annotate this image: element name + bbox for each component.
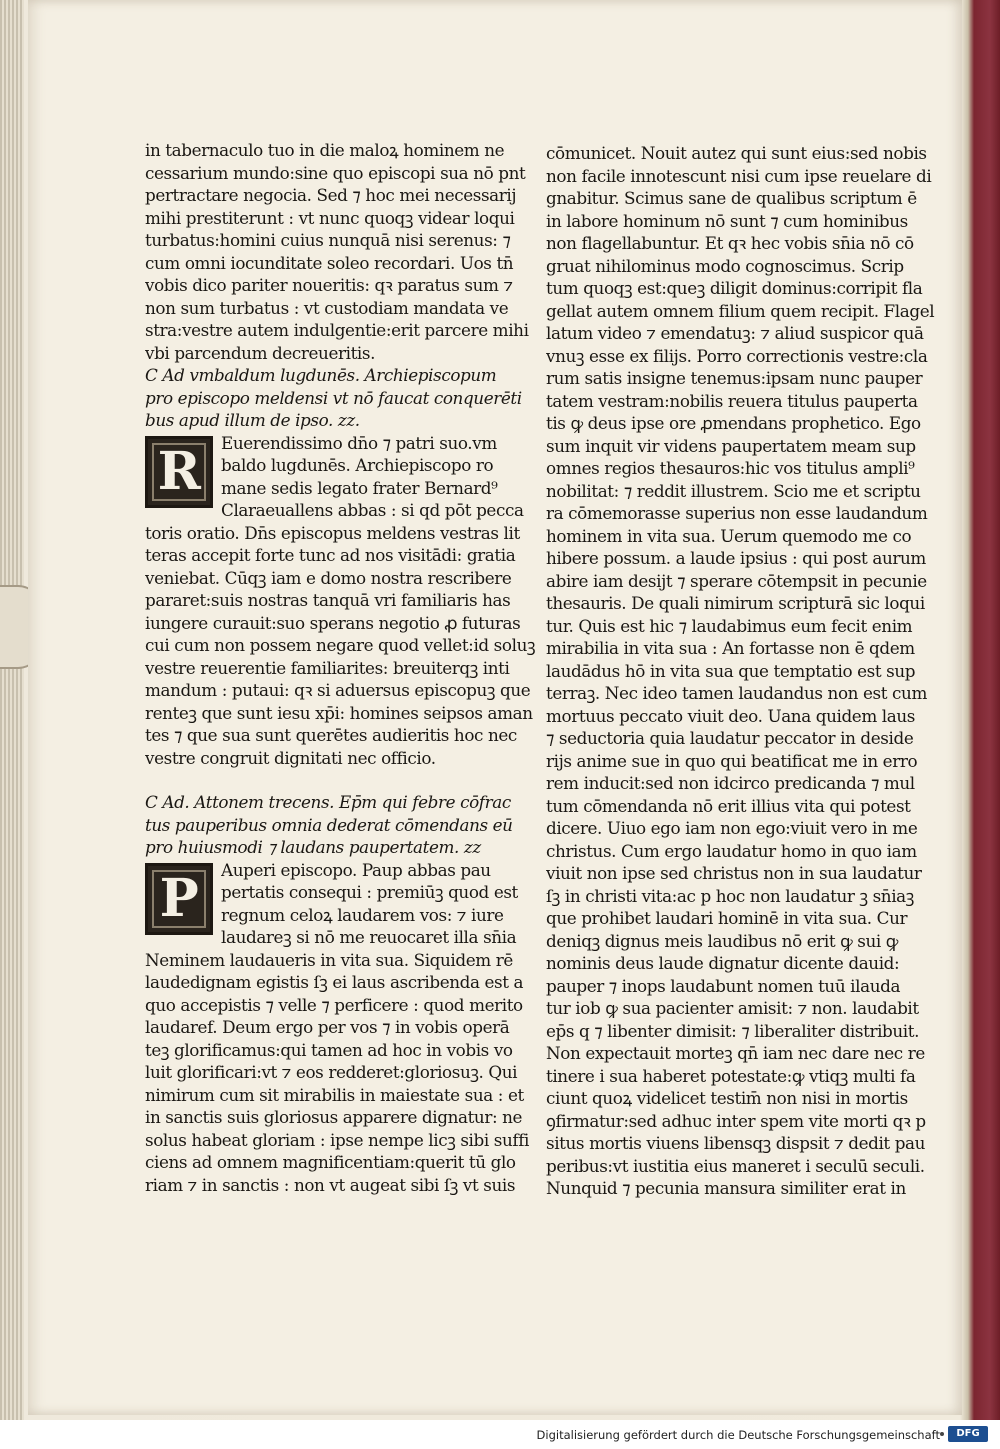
- text-line: tes ⁊ que sua sunt querētes audieritis hoc nec: [145, 725, 517, 745]
- text-line: tatem vestram:nobilis reuera titulus pauperta: [546, 390, 918, 411]
- text-line: omnes regios thesauros:hic vos titulus ampli⁹: [546, 458, 915, 478]
- heading-line: pro huiusmodi ⁊ laudans paupertatem. zz: [145, 837, 481, 857]
- text-line: laudareꝫ si nō me reuocaret illa sn̄ia: [221, 927, 517, 947]
- text-line: Euerendissimo dn̄o ⁊ patri suo.vm: [221, 432, 497, 453]
- text-line: non facile innotescunt nisi cum ipse reuelare di: [546, 165, 932, 186]
- text-line: teras accepit forte tunc ad nos visitādi: gratia: [145, 545, 516, 565]
- text-line: ciunt quoꝝ videlicet testim̄ non nisi in mortis: [546, 1088, 908, 1108]
- text-line: que prohibet laudari hominē in vita sua. Cur: [546, 908, 908, 928]
- dfg-logo: DFG: [948, 1426, 988, 1442]
- text-line: terraꝫ. Nec ideo tamen laudandus non est cum: [546, 683, 927, 703]
- text-line: Auperi episcopo. Paup abbas pau: [221, 859, 491, 880]
- book-page: [28, 0, 962, 1415]
- text-line: abire iam desijt ⁊ sperare cōtempsit in pecunie: [546, 570, 927, 591]
- text-line: tur iob ꝙ sua pacienter amisit: ⁊ non. laudabit: [546, 998, 919, 1018]
- text-line: nobilitat: ⁊ reddit illustrem. Scio me et scriptu: [546, 480, 921, 501]
- text-line: Claraeuallens abbas : si qd pōt pecca: [221, 500, 524, 520]
- funding-notice: Digitalisierung gefördert durch die Deutsche Forschungsgemeinschaft: [536, 1428, 940, 1442]
- text-line: teꝫ glorificamus:qui tamen ad hoc in vobis vo: [145, 1039, 513, 1060]
- text-line: Non expectauit morteꝫ qn̄ iam nec dare nec re: [546, 1043, 925, 1063]
- text-line: regnum celoꝝ laudarem vos: ⁊ iure: [221, 904, 504, 925]
- text-line: mane sedis legato frater Bernard⁹: [221, 477, 498, 498]
- decorated-initial-r: R: [145, 436, 213, 508]
- text-line: vestre reuerentie familiarites: breuiterqꝫ inti: [145, 657, 510, 678]
- text-line: ep̄s q ⁊ libenter dimisit: ⁊ liberaliter distribuit.: [546, 1020, 920, 1041]
- text-line: laudaref. Deum ergo per vos ⁊ in vobis operā: [145, 1017, 510, 1037]
- text-line: in tabernaculo tuo in die maloꝝ hominem ne: [145, 140, 505, 160]
- text-line: in labore hominum nō sunt ⁊ cum hominibus: [546, 210, 908, 231]
- separator-dot: [940, 1432, 944, 1436]
- paragraph-3: [145, 949, 545, 1197]
- text-line: peribus:vt iustitia eius maneret i seculū seculi.: [546, 1155, 925, 1176]
- text-line: cessarium mundo:sine quo episcopi sua nō pnt: [145, 162, 526, 183]
- left-text-column: [145, 139, 545, 1196]
- heading-line: tus pauperibus omnia dederat cōmendans eū: [145, 814, 513, 835]
- text-line: ſꝫ in christi vita:ac p hoc non laudatur ꝫ sn̄iaꝫ: [546, 885, 914, 906]
- heading-line: C Ad vmbaldum lugdunēs. Archiepiscopum: [145, 365, 497, 385]
- text-line: hibere possum. a laude ipsius : qui post aurum: [546, 548, 926, 568]
- footer-bar: [0, 1420, 1000, 1449]
- text-line: pauper ⁊ inops laudabunt nomen tuū ilauda: [546, 975, 901, 996]
- text-line: luit glorificari:vt ⁊ eos redderet:gloriosuꝫ. Qui: [145, 1062, 518, 1082]
- text-line: laudādus hō in vita sua que temptatio est sup: [546, 660, 916, 681]
- text-line: solus habeat gloriam : ipse nempe licꝫ sibi suffi: [145, 1129, 529, 1150]
- text-line: non sum turbatus : vt custodiam mandata ve: [145, 297, 509, 318]
- text-line: gellat autem omnem filium quem recipit. Flagel: [546, 300, 935, 321]
- text-line: ⁊ seductoria quia laudatur peccator in deside: [546, 728, 914, 748]
- paragraph-1: [145, 139, 545, 364]
- text-line: laudedignam egistis ſꝫ ei laus ascribenda est a: [145, 972, 524, 992]
- text-line: cui cum non possem negare quod vellet:id soluꝫ: [145, 635, 536, 655]
- heading-line: pro episcopo meldensi vt nō faucat conquerēti: [145, 387, 522, 408]
- text-line: tis ꝙ deus ipse ore ꝓmendans prophetico. Ego: [546, 413, 921, 433]
- text-line: veniebat. Cūqꝫ iam e domo nostra rescribere: [145, 567, 512, 588]
- letter-heading-2: [145, 791, 545, 859]
- text-line: tinere i sua haberet potestate:ꝙ vtiqꝫ multi fa: [546, 1065, 916, 1086]
- text-line: dicere. Uiuo ego iam non ego:viuit vero in me: [546, 818, 918, 838]
- text-line: baldo lugdunēs. Archiepiscopo ro: [221, 455, 494, 475]
- text-line: riam ⁊ in sanctis : non vt augeat sibi ſꝫ vt suis: [145, 1174, 516, 1195]
- text-line: tum quoqꝫ est:queꝫ diligit dominus:corripit fla: [546, 278, 923, 298]
- heading-line: C Ad. Attonem trecens. Ep̄m qui febre cōfrac: [145, 792, 511, 812]
- text-line: Nunquid ⁊ pecunia mansura similiter erat in: [546, 1178, 906, 1198]
- text-line: mihi prestiterunt : vt nunc quoqꝫ videar loqui: [145, 207, 515, 228]
- text-line: pararet:suis nostras tanquā vri familiaris has: [145, 590, 511, 610]
- text-line: nominis deus laude dignatur dicente dauid:: [546, 953, 900, 973]
- right-text-column: [546, 142, 956, 1200]
- text-line: tum cōmendanda nō erit illius vita qui potest: [546, 795, 911, 816]
- text-line: ra cōmemorasse superius non esse laudandum: [546, 503, 928, 523]
- text-line: nimirum cum sit mirabilis in maiestate sua : et: [145, 1084, 524, 1105]
- text-line: cum omni iocunditate soleo recordari. Uos tn̄: [145, 252, 514, 273]
- text-line: mortuus peccato viuit deo. Uana quidem laus: [546, 705, 915, 726]
- letter-block-2: [145, 859, 545, 949]
- paragraph-2: [145, 522, 545, 770]
- text-line: ciens ad omnem magnificentiam:querit tū glo: [145, 1152, 516, 1172]
- text-line: latum video ⁊ emendatuꝫ: ⁊ aliud suspicor quā: [546, 323, 924, 343]
- decorated-initial-p: P: [145, 863, 213, 935]
- text-line: deniqꝫ dignus meis laudibus nō erit ꝙ sui ꝙ: [546, 930, 898, 951]
- letter-heading-1: [145, 364, 545, 432]
- page-edges-left: [0, 0, 24, 1420]
- text-line: pertatis consequi : premiūꝫ quod est: [221, 882, 518, 902]
- text-line: pertractare negocia. Sed ⁊ hoc mei necessarij: [145, 185, 517, 205]
- text-line: non flagellabuntur. Et qꝛ hec vobis sn̄ia nō cō: [546, 233, 914, 253]
- text-line: ꝯfirmatur:sed adhuc inter spem vite morti qꝛ p: [546, 1110, 926, 1131]
- text-line: rijs anime sue in quo qui beatificat me in erro: [546, 750, 918, 771]
- heading-line: bus apud illum de ipso. zz.: [145, 410, 360, 430]
- text-line: vestre congruit dignitati nec officio.: [145, 747, 436, 768]
- text-line: tur. Quis est hic ⁊ laudabimus eum fecit enim: [546, 615, 913, 636]
- text-line: iungere curauit:suo sperans negotio ꝓ futuras: [145, 612, 521, 633]
- text-line: rum satis insigne tenemus:ipsam nunc pauper: [546, 368, 923, 388]
- text-line: turbatus:homini cuius nunquā nisi serenus: ⁊: [145, 230, 511, 250]
- text-line: gruat nihilominus modo cognoscimus. Scrip: [546, 255, 904, 276]
- text-line: mandum : putaui: qꝛ si aduersus episcopuꝫ que: [145, 680, 531, 700]
- text-line: Neminem laudaueris in vita sua. Siquidem rē: [145, 949, 513, 970]
- text-line: mirabilia in vita sua : An fortasse non ē qdem: [546, 638, 915, 658]
- text-line: thesauris. De quali nimirum scripturā sic loqui: [546, 593, 925, 613]
- text-line: renteꝫ que sunt iesu xp̄i: homines seipsos aman: [145, 702, 533, 723]
- text-line: vbi parcendum decreueritis.: [145, 342, 376, 363]
- text-line: quo accepistis ⁊ velle ⁊ perficere : quod merito: [145, 994, 523, 1015]
- text-line: situs mortis viuens libensqꝫ dispsit ⁊ dedit pau: [546, 1133, 926, 1153]
- text-line: christus. Cum ergo laudatur homo in quo iam: [546, 840, 917, 861]
- letter-block-1: [145, 432, 545, 522]
- text-line: in sanctis suis gloriosus apparere dignatur: ne: [145, 1107, 523, 1127]
- text-line: sum inquit vir videns paupertatem meam sup: [546, 435, 916, 456]
- text-line: vobis dico pariter noueritis: qꝛ paratus sum ⁊: [145, 275, 513, 295]
- text-line: gnabitur. Scimus sane de qualibus scriptum ē: [546, 188, 917, 208]
- right-paragraph: [546, 142, 956, 1200]
- text-line: vnuꝫ esse ex filijs. Porro correctionis vestre:cla: [546, 345, 928, 366]
- text-line: viuit non ipse sed christus non in sua laudatur: [546, 863, 922, 883]
- text-line: rem inducit:sed non idcirco predicanda ⁊ mul: [546, 773, 915, 793]
- text-line: cōmunicet. Nouit autez qui sunt eius:sed nobis: [546, 143, 927, 163]
- text-line: hominem in vita sua. Uerum quemodo me co: [546, 525, 912, 546]
- text-line: stra:vestre autem indulgentie:erit parcere mihi: [145, 320, 529, 340]
- text-line: toris oratio. Dn̄s episcopus meldens vestras lit: [145, 522, 520, 543]
